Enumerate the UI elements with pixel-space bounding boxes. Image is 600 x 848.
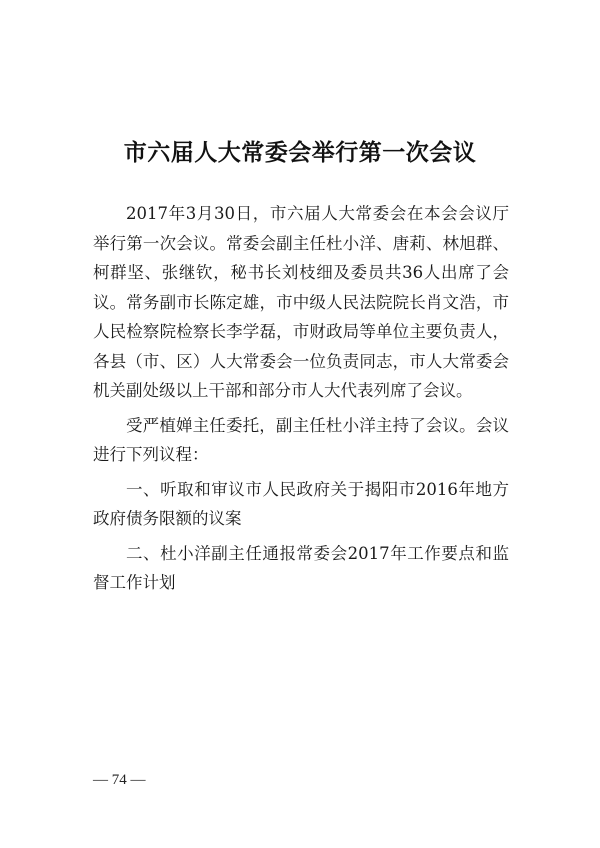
paragraph-agenda-item-2: 二、杜小洋副主任通报常委会2017年工作要点和监督工作计划: [93, 543, 509, 592]
paragraph-meeting-summary: 2017年3月30日，市六届人大常委会在本会会议厅举行第一次会议。常委会副主任杜小洋、唐莉、林旭群、柯群坚、张继钦，秘书长刘枝细及委员共36人出席了会议。常务副市长陈定雄，市中级人民法院院长肖文浩，市人民检察院检察长李学磊，市财政局等单位主要负责人，各县（市、区）人大常委会一位负责同志，市人大常委会机关副处级以上干部和部分市人大代表列席了会议。: [93, 204, 509, 400]
paragraph-agenda-intro: 受严植婵主任委托，副主任杜小洋主持了会议。会议进行下列议程：: [93, 415, 509, 464]
paragraph-agenda-item-1: 一、听取和审议市人民政府关于揭阳市2016年地方政府债务限额的议案: [93, 479, 509, 528]
page-title: 市六届人大常委会举行第一次会议: [123, 139, 477, 166]
page-number: — 74 —: [93, 772, 146, 788]
document-body: [93, 199, 509, 603]
